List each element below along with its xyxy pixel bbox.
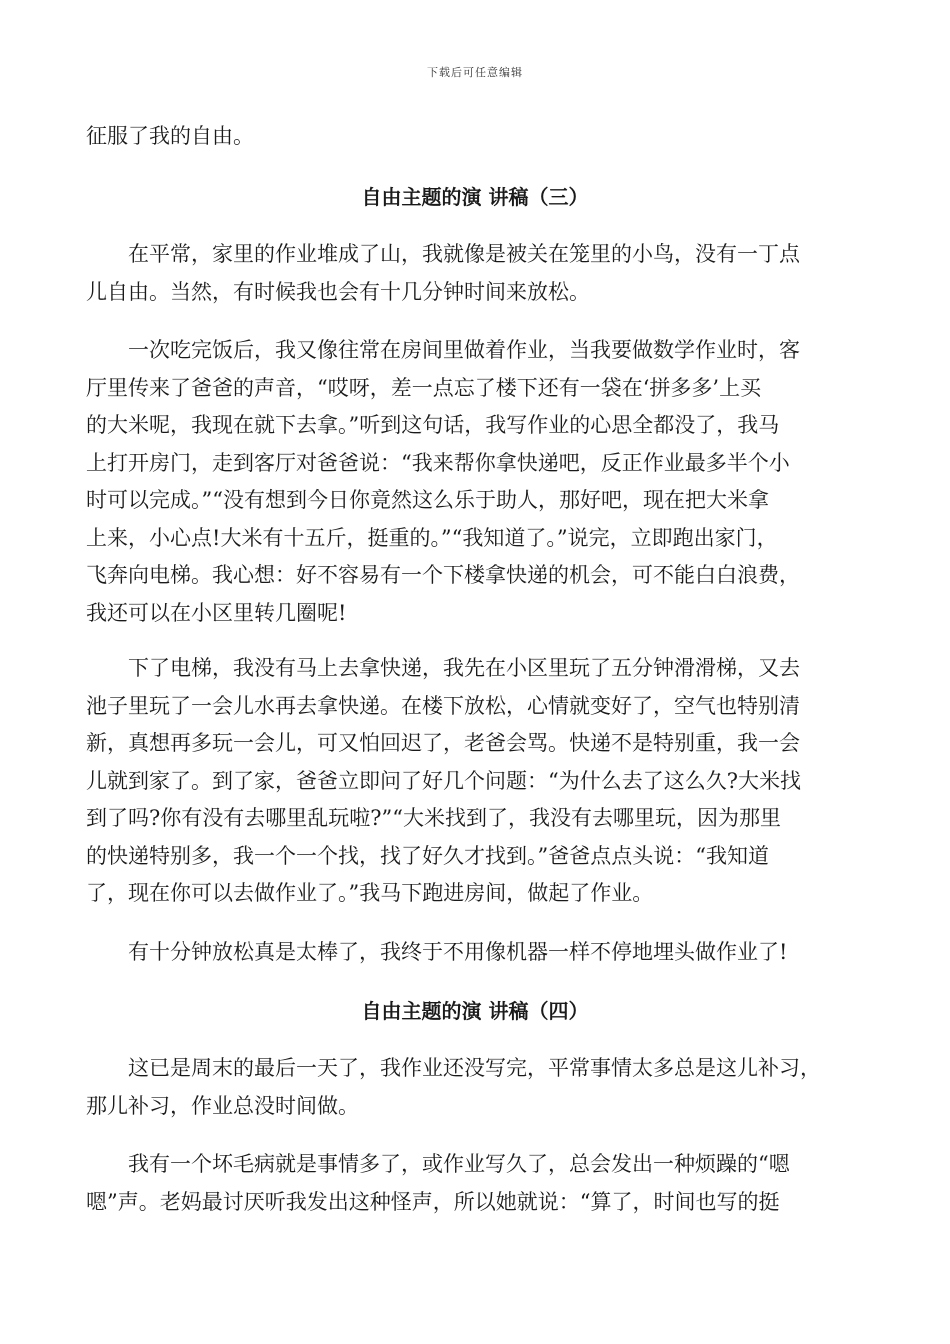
text-line: 儿就到家了。到了家，爸爸立即问了好几个问题：“为什么去了这么久?大米找 bbox=[86, 768, 801, 793]
text-line: 下了电梯，我没有马上去拿快递，我先在小区里玩了五分钟滑滑梯，又去 bbox=[86, 656, 800, 680]
text-line: 上来，小心点!大米有十五斤，挺重的。”“我知道了。”说完，立即跑出家门， bbox=[86, 525, 778, 550]
text-line: 在平常，家里的作业堆成了山，我就像是被关在笼里的小鸟，没有一丁点 bbox=[86, 242, 800, 266]
paragraph bbox=[86, 650, 866, 913]
text-line: 到了吗?你有没有去哪里乱玩啦?”“大米找到了，我没有去哪里玩，因为那里 bbox=[86, 806, 781, 830]
text-line: 的快递特别多，我一个一个找，找了好久才找到。”爸爸点点头说：“我知道 bbox=[86, 843, 769, 868]
text-line: 征服了我的自由。 bbox=[86, 124, 254, 148]
text-line: 飞奔向电梯。我心想：好不容易有一个下楼拿快递的机会，可不能白白浪费， bbox=[86, 563, 800, 587]
paragraph bbox=[86, 934, 866, 972]
text-line: 上打开房门，走到客厅对爸爸说：“我来帮你拿快递吧，反正作业最多半个小 bbox=[86, 450, 790, 475]
paragraph bbox=[86, 236, 866, 311]
paragraph bbox=[86, 332, 866, 632]
text-line: 一次吃完饭后，我又像往常在房间里做着作业，当我要做数学作业时，客 bbox=[86, 338, 800, 362]
paragraph bbox=[86, 1050, 866, 1125]
text-line: 了，现在你可以去做作业了。”我马下跑进房间，做起了作业。 bbox=[86, 881, 654, 905]
text-line: 我还可以在小区里转几圈呢! bbox=[86, 600, 347, 625]
section-title-4: 自由主题的演 讲稿（四） bbox=[361, 999, 589, 1023]
text-line: 有十分钟放松真是太棒了，我终于不用像机器一样不停地埋头做作业了! bbox=[86, 940, 788, 964]
text-line: 池子里玩了一会儿水再去拿快递。在楼下放松，心情就变好了，空气也特别清 bbox=[86, 693, 800, 718]
text-line: 我有一个坏毛病就是事情多了，或作业写久了，总会发出一种烦躁的“嗯 bbox=[86, 1152, 790, 1176]
section-title-3: 自由主题的演 讲稿（三） bbox=[361, 185, 589, 209]
text-line: 儿自由。当然，有时候我也会有十几分钟时间来放松。 bbox=[86, 279, 590, 304]
text-line: 那儿补习，作业总没时间做。 bbox=[86, 1093, 359, 1118]
text-line: 的大米呢，我现在就下去拿。”听到这句话，我写作业的心思全都没了，我马 bbox=[86, 413, 780, 437]
text-line: 时可以完成。”“没有想到今日你竟然这么乐于助人，那好吧，现在把大米拿 bbox=[86, 488, 769, 512]
paragraph bbox=[86, 1146, 866, 1221]
text-line: 嗯”声。老妈最讨厌听我发出这种怪声，所以她就说：“算了，时间也写的挺 bbox=[86, 1189, 780, 1214]
intro-paragraph bbox=[86, 118, 866, 156]
text-line: 厅里传来了爸爸的声音，“哎呀，差一点忘了楼下还有一袋在‘拼多多’上买 bbox=[86, 375, 762, 400]
text-line: 这已是周末的最后一天了，我作业还没写完，平常事情太多总是这儿补习， bbox=[86, 1056, 821, 1080]
page-header: 下载后可任意编辑 bbox=[427, 66, 523, 79]
text-line: 新，真想再多玩一会儿，可又怕回迟了，老爸会骂。快递不是特别重，我一会 bbox=[86, 731, 800, 755]
